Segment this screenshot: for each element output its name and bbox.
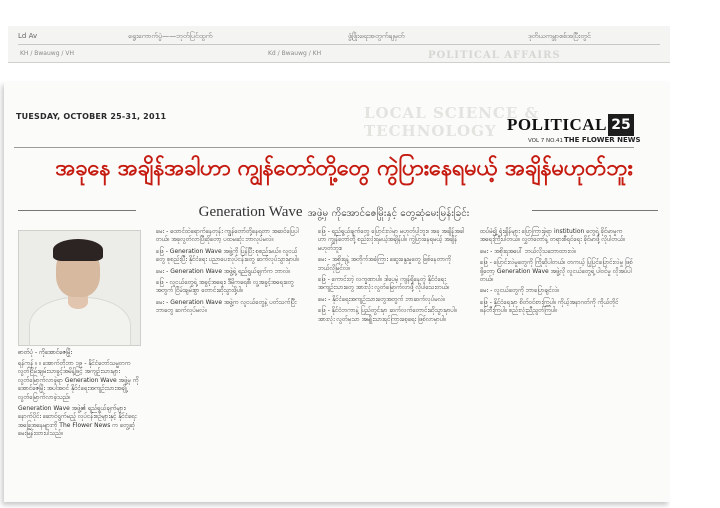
under-ghost-title: POLITICAL AFFAIRS: [428, 50, 561, 61]
article-column-4: [480, 228, 634, 319]
paragraph: မေး - လူငယ်တွေကို ဘာပြောချင်လဲ။: [480, 287, 560, 295]
paragraph: ရန်ကုန် ။ ။ အောက်တိုဘာ ၁၉ - နိုင်ငံတော်သမ္မတက လွတ်ငြိမ်းချမ်းသာခွင့်အမိန့်ဖြင့် အကျဉ်းသားများ လွတ်မြောက်လာခဲ့ရာ Generation Wave အဖွဲ့မှ ကိုအောင်ဇေမြိုး အပါအဝင် နိုင်ငံရေးအကျဉ်းသားအချို့ လွတ်မြောက်လာခဲ့သည်။: [18, 360, 139, 401]
volume-line: VOL 7 NO.41: [528, 138, 564, 144]
underlying-page: [8, 26, 670, 63]
header-rule: [14, 147, 634, 148]
section-title: POLITICAL: [507, 115, 607, 134]
article-column-2: [156, 228, 306, 319]
subtitle-rule-right: [532, 210, 658, 211]
paragraph: ဖြေ - ရည်ရွယ်ချက်တွေ ပြောင်းလဲမှာ မဟုတ်ပါဘူး။ အခု အချိန်အခါဟာ ကျွန်တော်တို့ စည်းလုံးရမယ့်အချိန်ပါ။ ကွဲပြားနေရမယ့် အချိန်မဟုတ်ဘူး။: [318, 228, 465, 252]
under-left-text: Ld Av: [18, 32, 38, 40]
subtitle-latin: Generation Wave: [198, 204, 303, 220]
headline: အခုနေ အချိန်အခါဟာ ကျွန်တော်တို့တွေ ကွဲပြားနေရမယ့် အချိန်မဟုတ်ဘူး: [55, 156, 633, 181]
paragraph: ဖြေ - ကောင်းတဲ့ လက္ခဏာပါ။ ဒါပေမဲ့ ကျန်ရှိနေတဲ့ နိုင်ငံရေးအကျဉ်းသားတွေ အားလုံး လွတ်မြောက်လာဖို့ လိုပါသေးတယ်။: [318, 276, 450, 292]
paragraph: ဖြေ - နိုင်ငံရေးမှာ စိတ်ဝင်စားကြပါ။ ကိုယ့်အနာဂတ်ကို ကိုယ်တိုင် ဖန်တီးကြပါ။ စည်းလုံးညီညွတ်ကြပါ။: [480, 298, 619, 315]
article-column-3: [318, 228, 468, 327]
subtitle: [134, 201, 534, 221]
under-center-text: ဖွံ့ဖြိုးရေးအတွက်ချမှတ်: [348, 32, 405, 40]
subtitle-burmese: အဖွဲ့မှ ကိုအောင်ဇေမြိုးနှင့် တွေ့ဆုံမေးမြန်းခြင်း: [307, 208, 470, 219]
newspaper-page: [4, 82, 670, 502]
paragraph: မေး - နိုင်ငံရေးအကျဉ်းသားတွေအတွက် ဘာဆက်လုပ်မလဲ။: [318, 295, 446, 303]
photo-hair: [53, 239, 103, 261]
under-right-text: ဒုတိယကမ္ဘာစစ်အပြီးတွင်: [528, 32, 591, 40]
under-signature-left: KH / Bwauwg / VH: [20, 50, 74, 57]
under-signature-right: Kd / Bwauwg / KH: [268, 50, 322, 57]
paragraph: မေး - ထောင်ထဲရောက်နေတုန်း ကျွန်တော်တို့နေရတာ အဆင်ပြေပါတယ်။ အခုလွတ်လာပြီဆိုတော့ ပထမဆုံး ဘာလုပ်မလဲ။: [156, 228, 299, 244]
paragraph: မေး - Generation Wave အဖွဲ့ရဲ့ ရည်ရွယ်ချက်က ဘာလဲ။: [156, 267, 291, 275]
page-number: 25: [608, 114, 634, 136]
paragraph: ဖြေ - နိုင်ငံတကာနဲ့ ပြည်တွင်းမှာ ဆက်လက်တောင်းဆိုသွားမှာပါ။ အားလုံး လွတ်မှသာ အမျိုးသားရင်ကြားစေ့ရေး ဖြစ်လာမှာပါ။: [318, 307, 457, 323]
paragraph: မေး - အစိုးရနဲ့ အတိုက်အခံကြား ဆွေးနွေးမှုတွေ ဖြစ်နေတာကို ဘယ်လိုမြင်လဲ။: [318, 256, 452, 272]
subtitle-rule-left: [18, 210, 136, 211]
scan-margin: [670, 26, 720, 508]
under-center-left-text: ရွေးကောက်ပွဲ——ဘုတ်ပြင်ထွက်: [128, 32, 213, 40]
article-column-1: [18, 360, 148, 442]
paragraph: Generation Wave အဖွဲ့၏ ရည်ရွယ်ချက်များ၊ နောက်ပိုင်း ဆောင်ရွက်မည့် လုပ်ငန်းစဉ်များနှင့် နိုင်ငံရေးအခြေအနေများကို The Flower News က တွေ့ဆုံမေးမြန်းထားပါသည်။: [18, 405, 137, 438]
photo-neck: [68, 295, 88, 309]
photo-caption: ဓာတ်ပုံ - ကိုအောင်ဇေမြိုး: [18, 349, 73, 356]
under-rule: [18, 44, 660, 45]
publication-name: THE FLOWER NEWS: [564, 136, 641, 144]
paragraph: ဖြေ - လူငယ်တွေရဲ့ အခွင့်အရေး၊ ဒီမိုကရေစီ၊ လူ့အခွင့်အရေးတွေအတွက် ငြိမ်းချမ်းစွာ တောင်းဆိုသွားဖို့ပါ။: [156, 279, 294, 295]
portrait-photo: [18, 230, 141, 346]
paragraph: ဖြေ - Generation Wave အဖွဲ့ကို ပြန်ပြီး စုစည်းမယ်။ လူငယ်တွေ စုစည်းပြီး နိုင်ငံရေး ပညာပေးလုပ်ငန်းတွေ ဆက်လုပ်သွားမှာပါ။: [156, 247, 300, 264]
paragraph: ထပ်မံ၍ ရုံးချိန်များ ပြောကြားခဲ့ရာ institution တွေရဲ့ ခိုင်မာမှုက အရေးကြီးပါတယ်။ လွှတ်တော်နဲ့ တရားစီရင်ရေး ခိုင်မာဖို့ လိုပါတယ်။: [480, 228, 626, 244]
paragraph: မေး - Generation Wave အဖွဲ့က လူငယ်တွေနဲ့ ပတ်သက်ပြီး ဘာတွေ ဆက်လုပ်မလဲ။: [156, 298, 297, 315]
paragraph: ဖြေ - ပြောင်းလဲမှုတွေကို ကြိုဆိုပါတယ်။ တကယ့် ပြုပြင်ပြောင်းလဲမှု ဖြစ်ဖို့တော့ Generation Wave အဖွဲ့လို လူငယ်တွေရဲ့ ပါဝင်မှု လိုအပ်ပါတယ်။: [480, 259, 633, 284]
issue-date: TUESDAY, OCTOBER 25-31, 2011: [16, 112, 167, 121]
paragraph: မေး - အစိုးရအပေါ် ဘယ်လိုသဘောထားလဲ။: [480, 247, 577, 255]
ghost-section-title: LOCAL SCIENCE & TECHNOLOGY: [364, 104, 540, 140]
